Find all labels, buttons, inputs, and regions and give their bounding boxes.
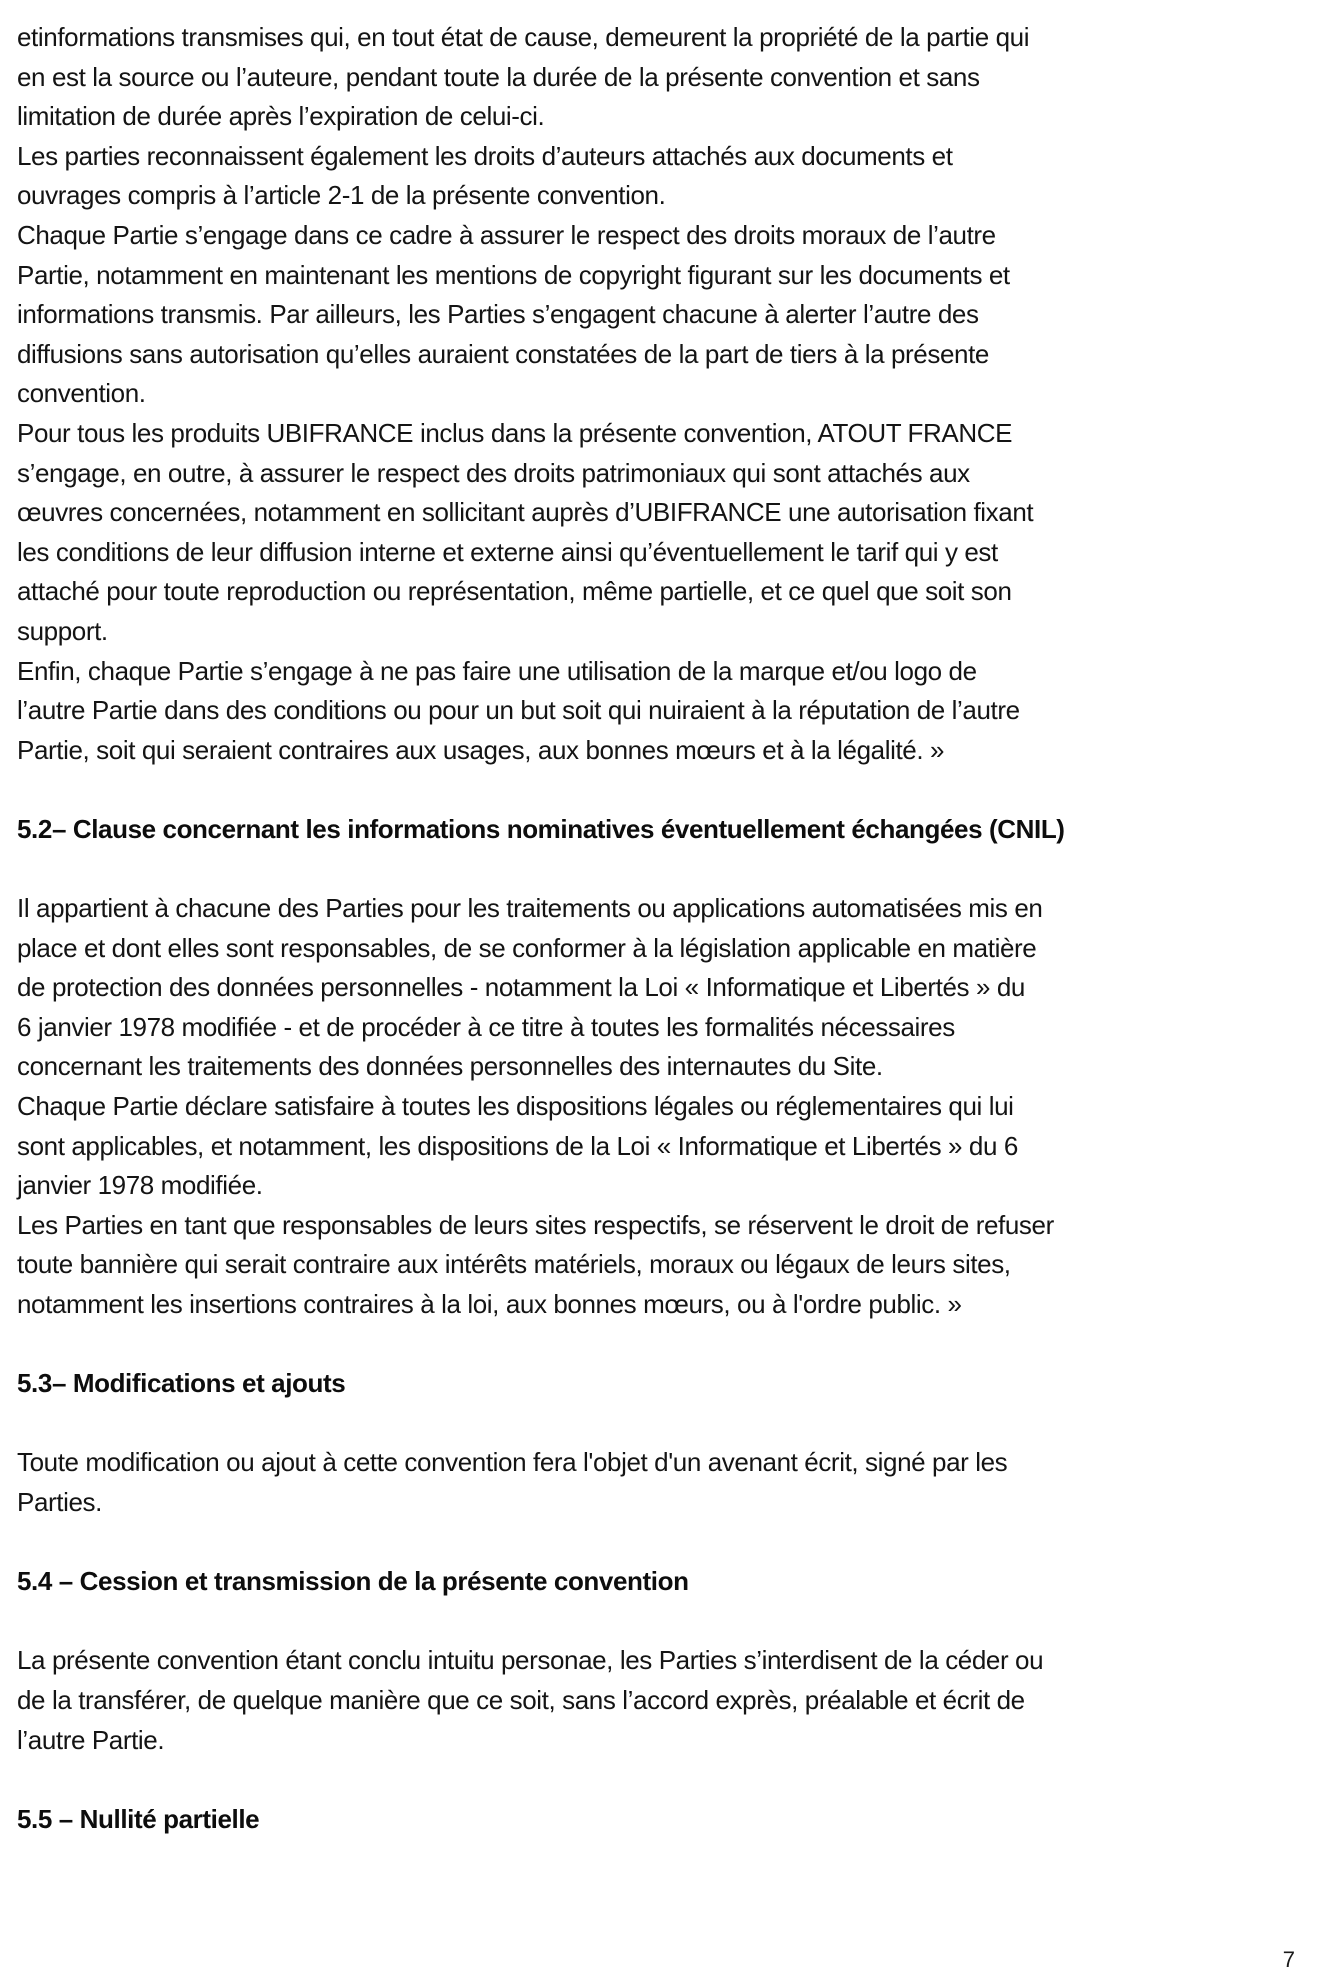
page-number: 7 — [1282, 1947, 1295, 1972]
text-line: Partie, notamment en maintenant les mentions de copyright figurant sur les documents et — [17, 259, 1010, 290]
section-heading: 5.3– Modifications et ajouts — [17, 1368, 346, 1399]
text-line: Toute modification ou ajout à cette convention fera l'objet d'un avenant écrit, signé par les — [17, 1447, 1008, 1478]
text-line: notamment les insertions contraires à la loi, aux bonnes mœurs, ou à l'ordre public. » — [17, 1289, 962, 1319]
text-line: limitation de durée après l’expiration de celui-ci. — [17, 101, 545, 132]
blank-line — [17, 1602, 1335, 1642]
text-line: Partie, soit qui seraient contraires aux usages, aux bonnes mœurs et à la légalité. » — [17, 734, 945, 765]
text-line: Les Parties en tant que responsables de leurs sites respectifs, se réservent le droit de refuser — [17, 1209, 1054, 1240]
text-line: ouvrages compris à l’article 2-1 de la présente convention. — [17, 180, 666, 211]
text-line: Enfin, chaque Partie s’engage à ne pas faire une utilisation de la marque et/ou logo de — [17, 655, 977, 686]
text-line: les conditions de leur diffusion interne et externe ainsi qu’éventuellement le tarif qui y est — [17, 536, 998, 567]
blank-line — [17, 1760, 1335, 1800]
text-line: support. — [17, 615, 108, 646]
section-heading: 5.2– Clause concernant les informations nominatives éventuellement échangées (CNIL) — [17, 813, 1065, 844]
blank-line — [17, 770, 1335, 810]
text-line: Chaque Partie s’engage dans ce cadre à assurer le respect des droits moraux de l’autre — [17, 219, 996, 250]
text-line: s’engage, en outre, à assurer le respect des droits patrimoniaux qui sont attachés aux — [17, 457, 970, 488]
text-line: La présente convention étant conclu intuitu personae, les Parties s’interdisent de la céder ou — [17, 1645, 1044, 1676]
text-line: Il appartient à chacune des Parties pour les traitements ou applications automatisées mis en — [17, 893, 1043, 924]
text-line: de protection des données personnelles - notamment la Loi « Informatique et Libertés » du — [17, 972, 1025, 1003]
text-line: en est la source ou l’auteure, pendant toute la durée de la présente convention et sans — [17, 61, 980, 92]
text-line: Chaque Partie déclare satisfaire à toutes les dispositions légales ou réglementaires qui lui — [17, 1091, 1014, 1122]
text-line: 6 janvier 1978 modifiée - et de procéder à ce titre à toutes les formalités nécessaires — [17, 1011, 955, 1042]
text-line: janvier 1978 modifiée. — [17, 1170, 263, 1201]
text-line: informations transmis. Par ailleurs, les Parties s’engagent chacune à alerter l’autre des — [17, 299, 979, 330]
text-line: l’autre Partie. — [17, 1724, 165, 1755]
text-line: toute bannière qui serait contraire aux intérêts matériels, moraux ou légaux de leurs sites, — [17, 1249, 1011, 1280]
document-body — [17, 18, 1335, 1839]
text-line: concernant les traitements des données personnelles des internautes du Site. — [17, 1051, 883, 1082]
text-line: Parties. — [17, 1486, 102, 1517]
text-line: attaché pour toute reproduction ou représentation, même partielle, et ce quel que soit son — [17, 576, 1012, 607]
text-line: l’autre Partie dans des conditions ou pour un but soit qui nuiraient à la réputation de l’autre — [17, 695, 1020, 726]
blank-line — [17, 1325, 1335, 1365]
text-line: Les parties reconnaissent également les droits d’auteurs attachés aux documents et — [17, 140, 953, 171]
section-heading: 5.4 – Cession et transmission de la présente convention — [17, 1566, 689, 1597]
text-line: convention. — [17, 378, 146, 409]
text-line: etinformations transmises qui, en tout état de cause, demeurent la propriété de la partie qui — [17, 22, 1030, 52]
text-line: sont applicables, et notamment, les dispositions de la Loi « Informatique et Libertés » du 6 — [17, 1130, 1018, 1161]
blank-line — [17, 849, 1335, 889]
text-line: œuvres concernées, notamment en sollicitant auprès d’UBIFRANCE une autorisation fixant — [17, 497, 1034, 528]
section-heading: 5.5 – Nullité partielle — [17, 1803, 260, 1834]
text-line: place et dont elles sont responsables, de se conformer à la législation applicable en matière — [17, 932, 1037, 963]
text-line: de la transférer, de quelque manière que ce soit, sans l’accord exprès, préalable et écrit de — [17, 1684, 1025, 1715]
blank-line — [17, 1523, 1335, 1563]
text-line: diffusions sans autorisation qu’elles auraient constatées de la part de tiers à la présente — [17, 338, 989, 369]
text-line: Pour tous les produits UBIFRANCE inclus dans la présente convention, ATOUT FRANCE — [17, 417, 1013, 448]
blank-line — [17, 1404, 1335, 1444]
